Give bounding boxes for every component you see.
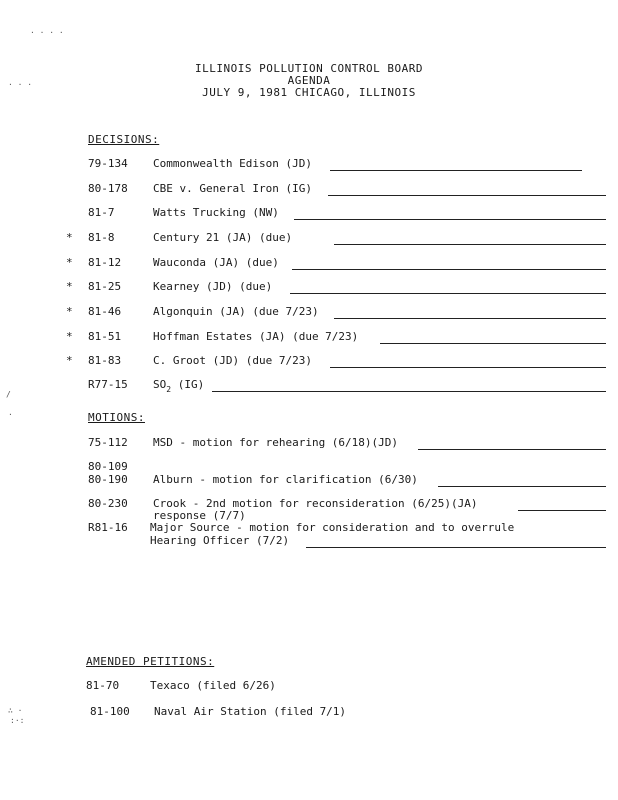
decision-row: [0, 256, 618, 270]
motion-row: [0, 473, 618, 487]
docket-number: 81-12: [88, 256, 122, 269]
priority-marker: *: [66, 231, 73, 244]
decision-text: $SO_2$ (IG): [153, 378, 205, 394]
decision-text: Wauconda (JA) (due): [153, 256, 279, 269]
petition-row: [0, 679, 618, 693]
priority-marker: *: [66, 354, 73, 367]
fill-line: [306, 547, 606, 548]
scan-speck: · · ·: [8, 80, 33, 89]
scan-speck: /: [6, 390, 11, 399]
docket-number: 81-83: [88, 354, 122, 367]
decision-row: [0, 330, 618, 344]
docket-number: 81-7: [88, 206, 115, 219]
petition-text: Naval Air Station (filed 7/1): [154, 705, 347, 718]
decision-row: [0, 354, 618, 368]
docket-number: 81-70: [86, 679, 120, 692]
priority-marker: *: [66, 280, 73, 293]
decision-text: C. Groot (JD) (due 7/23): [153, 354, 312, 367]
docket-number: 79-134: [88, 157, 128, 170]
docket-number: 80-230: [88, 497, 128, 510]
scan-speck: ∴ ·: [8, 706, 23, 715]
fill-line: [328, 195, 606, 196]
fill-line: [418, 449, 606, 450]
docket-number: 80-190: [88, 473, 128, 486]
fill-line: [212, 391, 606, 392]
decision-row: [0, 305, 618, 319]
decisions-heading: DECISIONS:: [88, 133, 160, 146]
motion-row: [0, 460, 618, 474]
priority-marker: *: [66, 330, 73, 343]
decision-text: Algonquin (JA) (due 7/23): [153, 305, 319, 318]
decision-row: [0, 206, 618, 220]
motion-row: [0, 521, 618, 535]
docket-number: R81-16: [88, 521, 128, 534]
fill-line: [290, 293, 606, 294]
motion-text: Alburn - motion for clarification (6/30): [153, 473, 418, 486]
decision-text: CBE v. General Iron (IG): [153, 182, 312, 195]
scan-speck: :·:: [10, 716, 25, 725]
motion-text-continued: Hearing Officer (7/2): [150, 534, 290, 547]
header-line-3: JULY 9, 1981 CHICAGO, ILLINOIS: [202, 86, 416, 99]
docket-number: 75-112: [88, 436, 128, 449]
docket-number: R77-15: [88, 378, 128, 391]
header-line-2: AGENDA: [287, 74, 331, 87]
motion-text: Major Source - motion for consideration and to overrule: [150, 521, 515, 534]
priority-marker: *: [66, 256, 73, 269]
docket-number: 81-46: [88, 305, 122, 318]
motion-text-continued: response (7/7): [153, 509, 246, 522]
fill-line: [334, 244, 606, 245]
fill-line: [438, 486, 606, 487]
decision-text: Hoffman Estates (JA) (due 7/23): [153, 330, 359, 343]
decision-text: Commonwealth Edison (JD): [153, 157, 312, 170]
docket-number: 81-100: [90, 705, 130, 718]
fill-line: [330, 367, 606, 368]
fill-line: [292, 269, 606, 270]
scan-speck: ·: [8, 410, 13, 419]
fill-line: [330, 170, 582, 171]
scan-speck: · · · ·: [30, 28, 64, 37]
docket-number: 80-109: [88, 460, 128, 473]
docket-number: 80-178: [88, 182, 128, 195]
docket-number: 81-51: [88, 330, 122, 343]
decision-text: Century 21 (JA) (due): [153, 231, 293, 244]
motion-row: [0, 436, 618, 450]
decision-text: Watts Trucking (NW): [153, 206, 279, 219]
decision-text: Kearney (JD) (due): [153, 280, 273, 293]
decision-row: [0, 231, 618, 245]
fill-line: [294, 219, 606, 220]
motion-row-continued: [0, 534, 618, 548]
petition-row: [0, 705, 618, 719]
docket-number: 81-8: [88, 231, 115, 244]
motion-text: MSD - motion for rehearing (6/18)(JD): [153, 436, 399, 449]
priority-marker: *: [66, 305, 73, 318]
amended-petitions-heading: AMENDED PETITIONS:: [86, 655, 215, 668]
decision-row: [0, 378, 618, 392]
fill-line: [380, 343, 606, 344]
header-line-1: ILLINOIS POLLUTION CONTROL BOARD: [195, 62, 423, 75]
decision-row: [0, 182, 618, 196]
petition-text: Texaco (filed 6/26): [150, 679, 276, 692]
fill-line: [334, 318, 606, 319]
motion-text: Crook - 2nd motion for reconsideration (6/25)(JA): [153, 497, 478, 510]
docket-number: 81-25: [88, 280, 122, 293]
motions-heading: MOTIONS:: [88, 411, 145, 424]
decision-row: [0, 280, 618, 294]
decision-row: [0, 157, 618, 171]
